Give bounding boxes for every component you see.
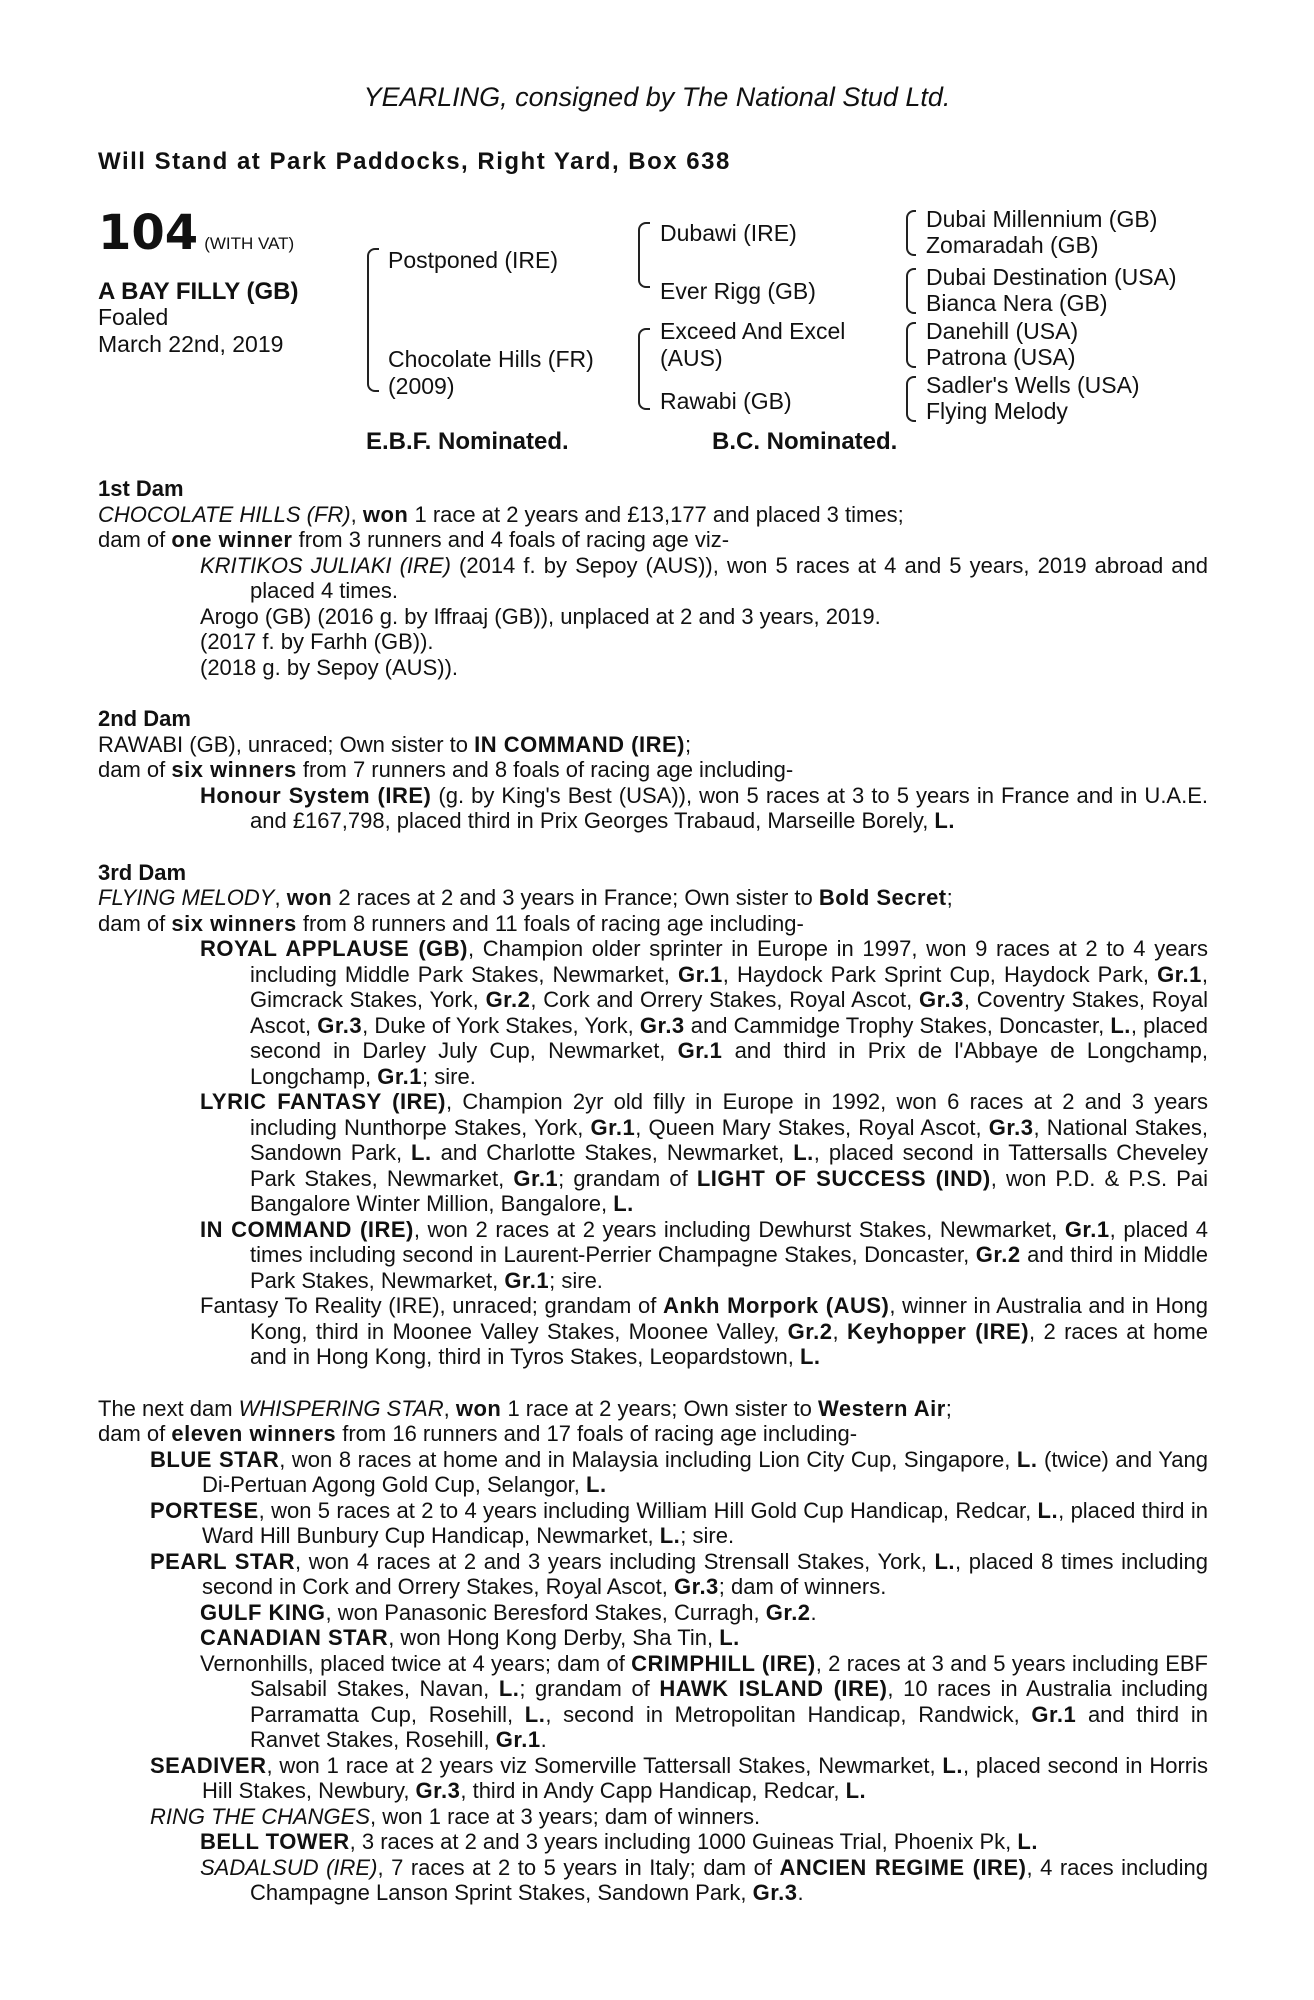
bc-nominated: B.C. Nominated.	[712, 428, 898, 455]
sire: Postponed (IRE)	[388, 247, 559, 273]
produce-item: GULF KING, won Panasonic Beresford Stakes, Curragh, Gr.2.	[200, 1599, 817, 1625]
gen3-8: Flying Melody	[926, 398, 1068, 424]
next-dam-produce-summary: dam of eleven winners from 16 runners and 17 foals of racing age including-	[98, 1421, 858, 1446]
lot-number-block	[98, 205, 294, 261]
produce-item: Arogo (GB) (2016 g. by Iffraaj (GB)), unplaced at 2 and 3 years, 2019.	[200, 603, 881, 629]
produce-item: ROYAL APPLAUSE (GB), Champion older sprinter in Europe in 1997, won 9 races at 2 to 4 years including Middle Park Stakes, Newmarket, Gr.1, Haydock Park Sprint Cup, Haydock Park, Gr.1, Gimcrack Stakes, York, Gr.2, Cork and Orrery Stakes, Royal Ascot, Gr.3, Coventry Stakes, Royal Ascot, Gr.3, Duke of York Stakes, York, Gr.3 and Cammidge Trophy Stakes, Doncaster, L., placed second in Darley July Cup, Newmarket, Gr.1 and third in Prix de l'Abbaye de Longchamp, Longchamp, Gr.1; sire.	[200, 936, 1208, 1089]
produce-item: Honour System (IRE) (g. by King's Best (USA)), won 5 races at 3 to 5 years in France and in U.A.E. and £167,798, placed third in Prix Georges Trabaud, Marseille Borely, L.	[200, 782, 1208, 833]
vat-note: (WITH VAT)	[204, 234, 295, 253]
produce-item: PORTESE, won 5 races at 2 to 4 years including William Hill Gold Cup Handicap, Redcar, L., placed third in Ward Hill Bunbury Cup Handicap, Newmarket, L.; sire.	[150, 1497, 1208, 1548]
foaled-info	[98, 304, 283, 358]
gen3-4: Bianca Nera (GB)	[926, 290, 1108, 316]
foaled-date: March 22nd, 2019	[98, 331, 284, 357]
produce-item: KRITIKOS JULIAKI (IRE) (2014 f. by Sepoy (AUS)), won 5 races at 4 and 5 years, 2019 abroad and placed 4 times.	[200, 552, 1208, 603]
dam-name: Chocolate Hills (FR)	[388, 346, 594, 372]
produce-item: BELL TOWER, 3 races at 2 and 3 years including 1000 Guineas Trial, Phoenix Pk, L.	[200, 1829, 1038, 1854]
stand-location: Will Stand at Park Paddocks, Right Yard, Box 638	[98, 148, 731, 175]
pedigree-brace-3d	[906, 376, 916, 422]
gen3-7: Sadler's Wells (USA)	[926, 372, 1140, 398]
pedigree-brace-1	[367, 248, 379, 392]
gen3-3: Dubai Destination (USA)	[926, 264, 1177, 290]
produce-item: BLUE STAR, won 8 races at home and in Malaysia including Lion City Cup, Singapore, L. (twice) and Yang Di-Pertuan Agong Gold Cup, Selangor, L.	[150, 1446, 1209, 1497]
foaled-label: Foaled	[98, 304, 169, 330]
pedigree-brace-2a	[638, 222, 650, 288]
family-notes	[98, 476, 1208, 1906]
pedigree-brace-3c	[906, 322, 916, 368]
pedigree-brace-3a	[906, 210, 916, 256]
horse-name: A BAY FILLY (GB)	[98, 278, 299, 305]
first-dam-produce-summary: dam of one winner from 3 runners and 4 foals of racing age viz-	[98, 527, 730, 552]
lot-number: 104	[98, 205, 199, 261]
dam-year: (2009)	[388, 373, 455, 399]
third-dam-produce-summary: dam of six winners from 8 runners and 11 foals of racing age including-	[98, 910, 804, 936]
second-dam-intro: RAWABI (GB), unraced; Own sister to IN COMMAND (IRE);	[98, 731, 692, 757]
sire-dam: Ever Rigg (GB)	[660, 278, 816, 304]
pedigree-brace-3b	[906, 268, 916, 314]
produce-item: RING THE CHANGES, won 1 race at 3 years; dam of winners.	[150, 1803, 761, 1829]
dam-dam: Rawabi (GB)	[660, 388, 792, 414]
consignor-heading: YEARLING, consigned by The National Stud Ltd.	[363, 82, 951, 112]
produce-item: SEADIVER, won 1 race at 2 years viz Somerville Tattersall Stakes, Newmarket, L., placed second in Horris Hill Stakes, Newbury, Gr.3, third in Andy Capp Handicap, Redcar, L.	[150, 1752, 1208, 1803]
produce-item: PEARL STAR, won 4 races at 2 and 3 years including Strensall Stakes, York, L., placed 8 times including second in Cork and Orrery Stakes, Royal Ascot, Gr.3; dam of winners.	[150, 1548, 1208, 1599]
ebf-nominated: E.B.F. Nominated.	[366, 428, 569, 455]
gen3-1: Dubai Millennium (GB)	[926, 206, 1158, 232]
third-dam-intro: FLYING MELODY, won 2 races at 2 and 3 years in France; Own sister to Bold Secret;	[98, 885, 953, 910]
produce-item: IN COMMAND (IRE), won 2 races at 2 years including Dewhurst Stakes, Newmarket, Gr.1, placed 4 times including second in Laurent-Perrier Champagne Stakes, Doncaster, Gr.2 and third in Middle Park Stakes, Newmarket, Gr.1; sire.	[200, 1216, 1208, 1293]
produce-item: Vernonhills, placed twice at 4 years; dam of CRIMPHILL (IRE), 2 races at 3 and 5 years including EBF Salsabil Stakes, Navan, L.; grandam of HAWK ISLAND (IRE), 10 races in Australia including Parramatta Cup, Rosehill, L., second in Metropolitan Handicap, Randwick, Gr.1 and third in Ranvet Stakes, Rosehill, Gr.1.	[200, 1650, 1208, 1752]
second-dam-produce-summary: dam of six winners from 7 runners and 8 foals of racing age including-	[98, 757, 794, 782]
produce-item: CANADIAN STAR, won Hong Kong Derby, Sha Tin, L.	[200, 1625, 740, 1650]
produce-item: SADALSUD (IRE), 7 races at 2 to 5 years in Italy; dam of ANCIEN REGIME (IRE), 4 races including Champagne Lanson Sprint Stakes, Sandown Park, Gr.3.	[200, 1854, 1208, 1905]
second-dam-title: 2nd Dam	[98, 706, 191, 731]
dam-sire-name: Exceed And Excel	[660, 318, 846, 344]
third-dam-title: 3rd Dam	[98, 859, 187, 885]
pedigree-brace-2b	[638, 328, 650, 410]
produce-item: Fantasy To Reality (IRE), unraced; grandam of Ankh Morpork (AUS), winner in Australia and in Hong Kong, third in Moonee Valley Stakes, Moonee Valley, Gr.2, Keyhopper (IRE), 2 races at home and in Hong Kong, third in Tyros Stakes, Leopardstown, L.	[200, 1293, 1209, 1369]
next-dam-intro: The next dam WHISPERING STAR, won 1 race at 2 years; Own sister to Western Air;	[98, 1395, 952, 1421]
gen3-2: Zomaradah (GB)	[926, 232, 1099, 258]
first-dam-title: 1st Dam	[98, 476, 184, 501]
produce-item: (2018 g. by Sepoy (AUS)).	[200, 654, 459, 680]
produce-item: LYRIC FANTASY (IRE), Champion 2yr old filly in Europe in 1992, won 6 races at 2 and 3 years including Nunthorpe Stakes, York, Gr.1, Queen Mary Stakes, Royal Ascot, Gr.3, National Stakes, Sandown Park, L. and Charlotte Stakes, Newmarket, L., placed second in Tattersalls Cheveley Park Stakes, Newmarket, Gr.1; grandam of LIGHT OF SUCCESS (IND), won P.D. & P.S. Pai Bangalore Winter Million, Bangalore, L.	[200, 1089, 1209, 1216]
dam-sire	[660, 318, 845, 372]
dam-sire-country: (AUS)	[660, 345, 723, 371]
produce-item: (2017 f. by Farhh (GB)).	[200, 629, 434, 654]
first-dam-intro: CHOCOLATE HILLS (FR), won 1 race at 2 years and £13,177 and placed 3 times;	[98, 501, 904, 527]
gen3-5: Danehill (USA)	[926, 318, 1079, 344]
sire-sire: Dubawi (IRE)	[660, 220, 797, 246]
dam	[388, 346, 594, 400]
gen3-6: Patrona (USA)	[926, 344, 1076, 370]
